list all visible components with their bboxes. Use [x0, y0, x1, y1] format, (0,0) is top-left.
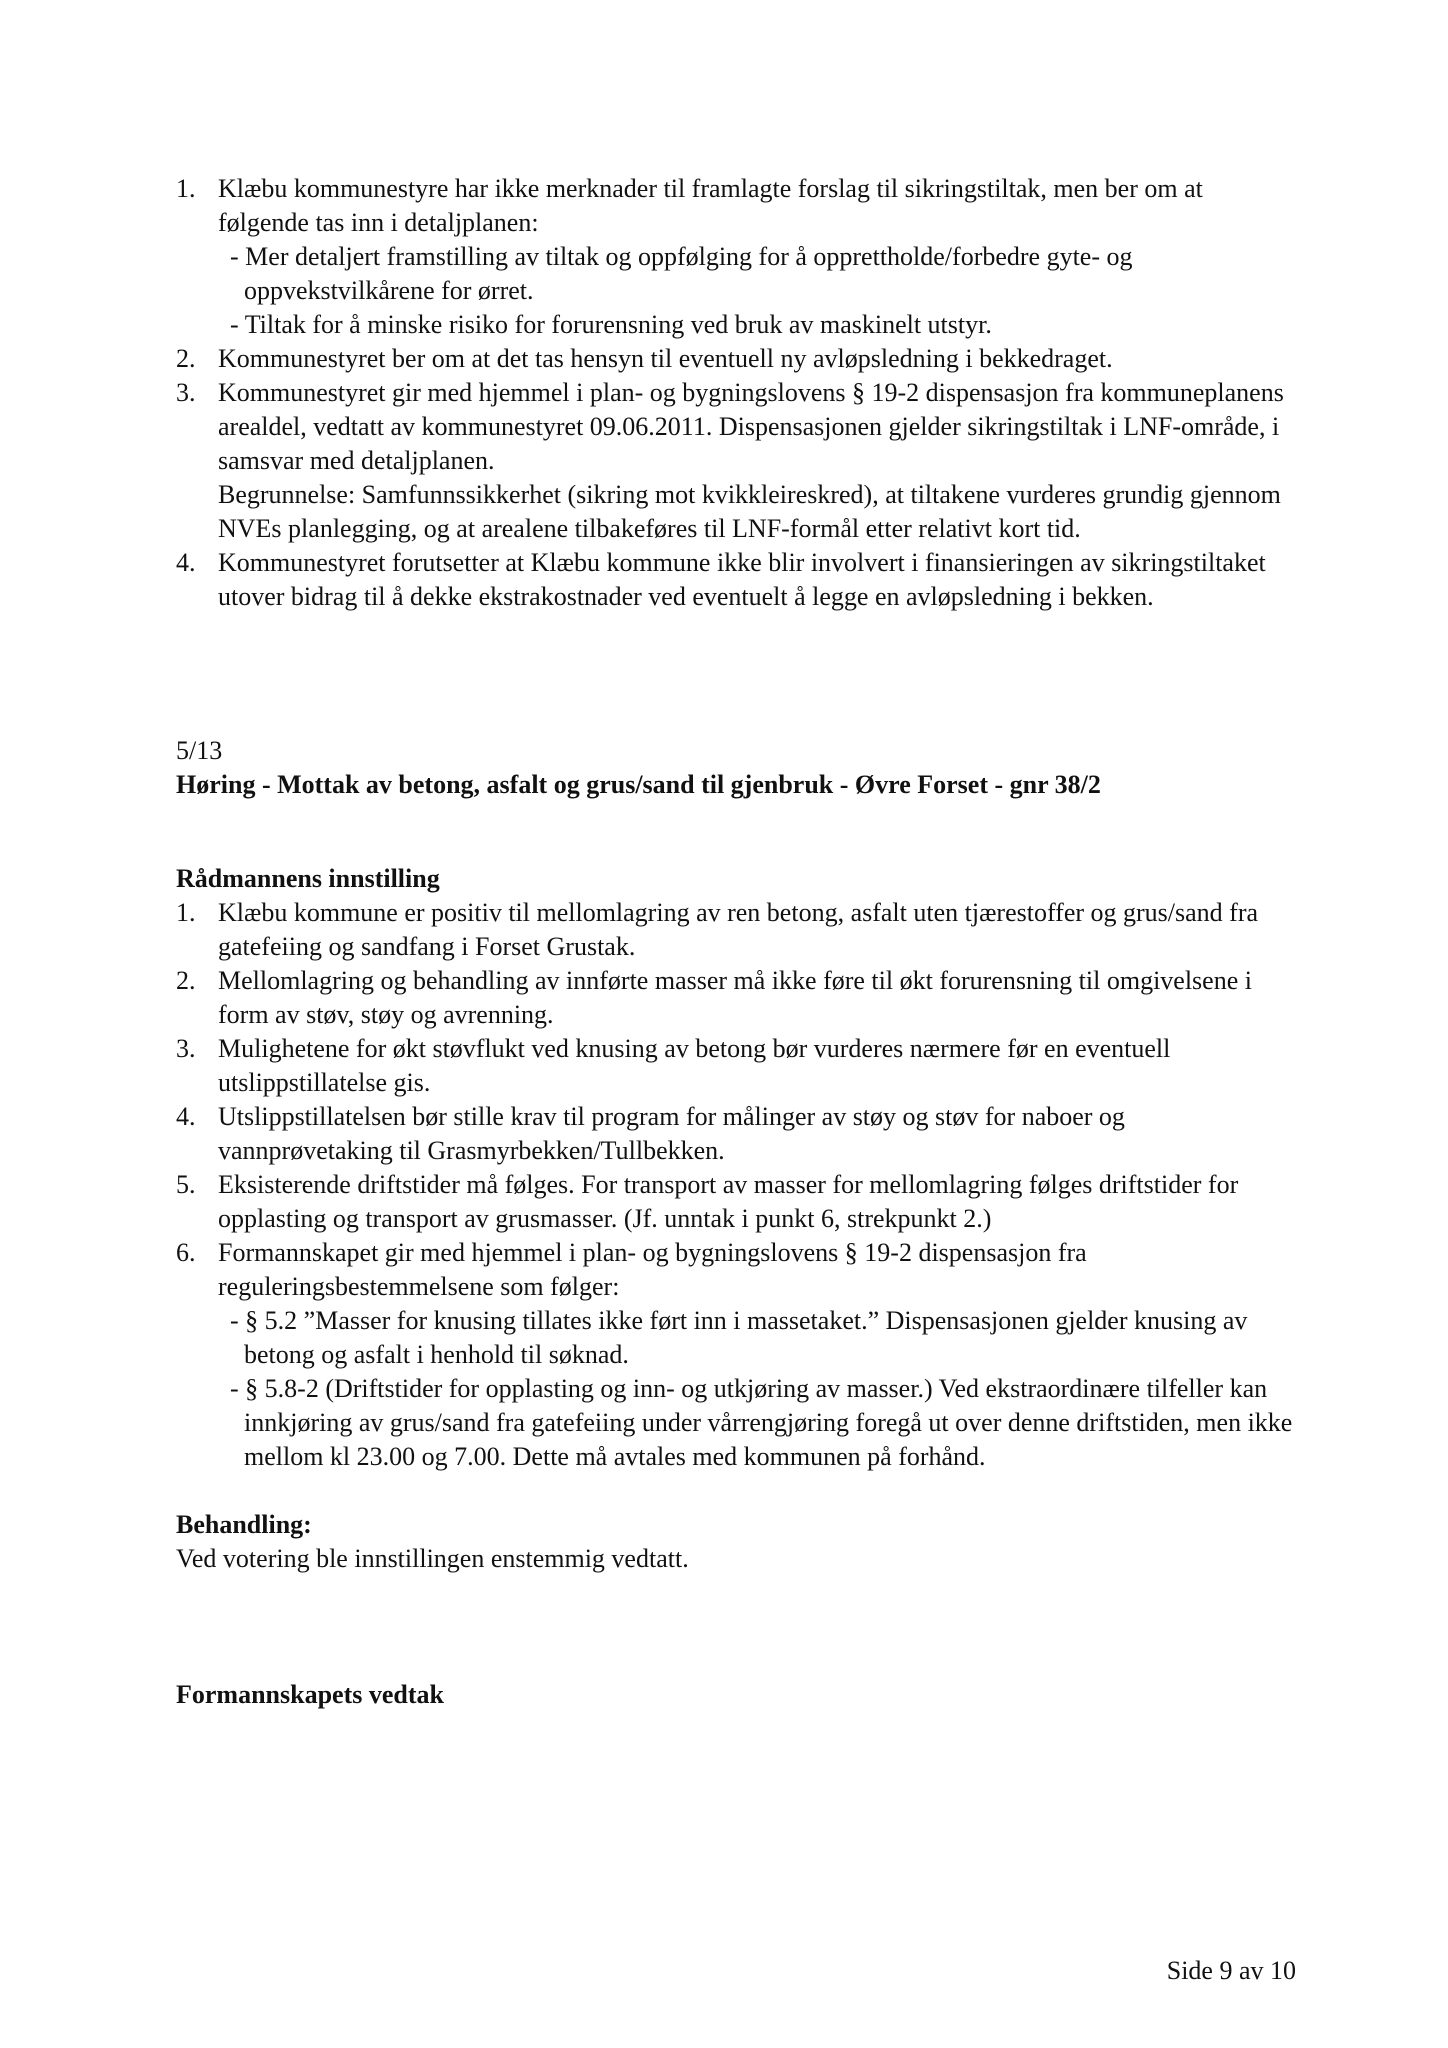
list-item: [176, 342, 1296, 376]
item-text: Kommunestyret ber om at det tas hensyn til eventuell ny avløpsledning i bekkedraget.: [218, 344, 1113, 373]
list-item: [176, 1168, 1296, 1236]
item-number: 5.: [176, 1170, 196, 1199]
item-number: 4.: [176, 548, 196, 577]
document-page: [176, 172, 1296, 1712]
item-number: 1.: [176, 898, 196, 927]
page-number: Side 9 av 10: [1166, 1956, 1296, 1985]
recommendation-heading: Rådmannens innstilling: [176, 864, 440, 893]
item-text: Mulighetene for økt støvflukt ved knusing av betong bør vurderes nærmere før en eventuell utslippstillatelse gis.: [218, 1034, 1171, 1097]
list-item: [176, 1236, 1296, 1474]
vedtak-heading: Formannskapets vedtak: [176, 1680, 444, 1709]
list-item: [176, 376, 1296, 546]
item-number: 2.: [176, 344, 196, 373]
sub-item: - Mer detaljert framstilling av tiltak og oppfølging for å opprettholde/forbedre gyte- og oppvekstvilkårene for ørret.: [230, 242, 1133, 305]
case-title: Høring - Mottak av betong, asfalt og grus/sand til gjenbruk - Øvre Forset - gnr 38/2: [176, 770, 1101, 799]
item-justification: Begrunnelse: Samfunnssikkerhet (sikring mot kvikkleireskred), at tiltakene vurderes grundig gjennom NVEs planlegging, og at arealene tilbakeføres til LNF-formål etter relativt kort tid.: [218, 480, 1281, 543]
item-text: Mellomlagring og behandling av innførte masser må ikke føre til økt forurensning til omgivelsene i form av støv, støy og avrenning.: [218, 966, 1252, 1029]
item-number: 3.: [176, 378, 196, 407]
list-item: [176, 1100, 1296, 1168]
list-item: [176, 896, 1296, 964]
recommendation-list: [176, 896, 1296, 1474]
item-text: Kommunestyret gir med hjemmel i plan- og bygningslovens § 19-2 dispensasjon fra kommuneplanens arealdel, vedtatt av kommunestyret 09.06.2011. Dispensasjonen gjelder sikringstiltak i LNF-område, i samsvar med detaljplanen.: [218, 378, 1284, 475]
behandling-heading: Behandling:: [176, 1510, 312, 1539]
list-item: [176, 172, 1296, 342]
item-text: Klæbu kommunestyre har ikke merknader til framlagte forslag til sikringstiltak, men ber om at følgende tas inn i detaljplanen:: [218, 174, 1203, 237]
list-item: [176, 1032, 1296, 1100]
item-number: 3.: [176, 1034, 196, 1063]
item-number: 1.: [176, 174, 196, 203]
item-text: Klæbu kommune er positiv til mellomlagring av ren betong, asfalt uten tjærestoffer og grus/sand fra gatefeiing og sandfang i Forset Grustak.: [218, 898, 1259, 961]
list-item: [176, 964, 1296, 1032]
item-number: 2.: [176, 966, 196, 995]
item-text: Utslippstillatelsen bør stille krav til program for målinger av støy og støv for naboer og vannprøvetaking til Grasmyrbekken/Tullbekken.: [218, 1102, 1125, 1165]
behandling-text: Ved votering ble innstillingen enstemmig vedtatt.: [176, 1544, 689, 1573]
decision-list: [176, 172, 1296, 614]
item-number: 4.: [176, 1102, 196, 1131]
item-text: Eksisterende driftstider må følges. For transport av masser for mellomlagring følges driftstider for opplasting og transport av grusmasser. (Jf. unntak i punkt 6, strekpunkt 2.): [218, 1170, 1239, 1233]
case-number: 5/13: [176, 736, 223, 765]
sub-item: - Tiltak for å minske risiko for forurensning ved bruk av maskinelt utstyr.: [230, 310, 992, 339]
sub-item: - § 5.2 ”Masser for knusing tillates ikke ført inn i massetaket.” Dispensasjonen gjelder knusing av betong og asfalt i henhold til søknad.: [230, 1306, 1248, 1369]
list-item: [176, 546, 1296, 614]
item-text: Kommunestyret forutsetter at Klæbu kommune ikke blir involvert i finansieringen av sikringstiltaket utover bidrag til å dekke ekstrakostnader ved eventuelt å legge en avløpsledning i bekken.: [218, 548, 1266, 611]
item-text: Formannskapet gir med hjemmel i plan- og bygningslovens § 19-2 dispensasjon fra reguleringsbestemmelsene som følger:: [218, 1238, 1087, 1301]
sub-item: - § 5.8-2 (Driftstider for opplasting og inn- og utkjøring av masser.) Ved ekstraordinære tilfeller kan innkjøring av grus/sand fra gatefeiing under vårrengjøring foregå ut over denne driftstiden, men ikke mellom kl 23.00 og 7.00. Dette må avtales med kommunen på forhånd.: [230, 1374, 1293, 1471]
item-number: 6.: [176, 1238, 196, 1267]
